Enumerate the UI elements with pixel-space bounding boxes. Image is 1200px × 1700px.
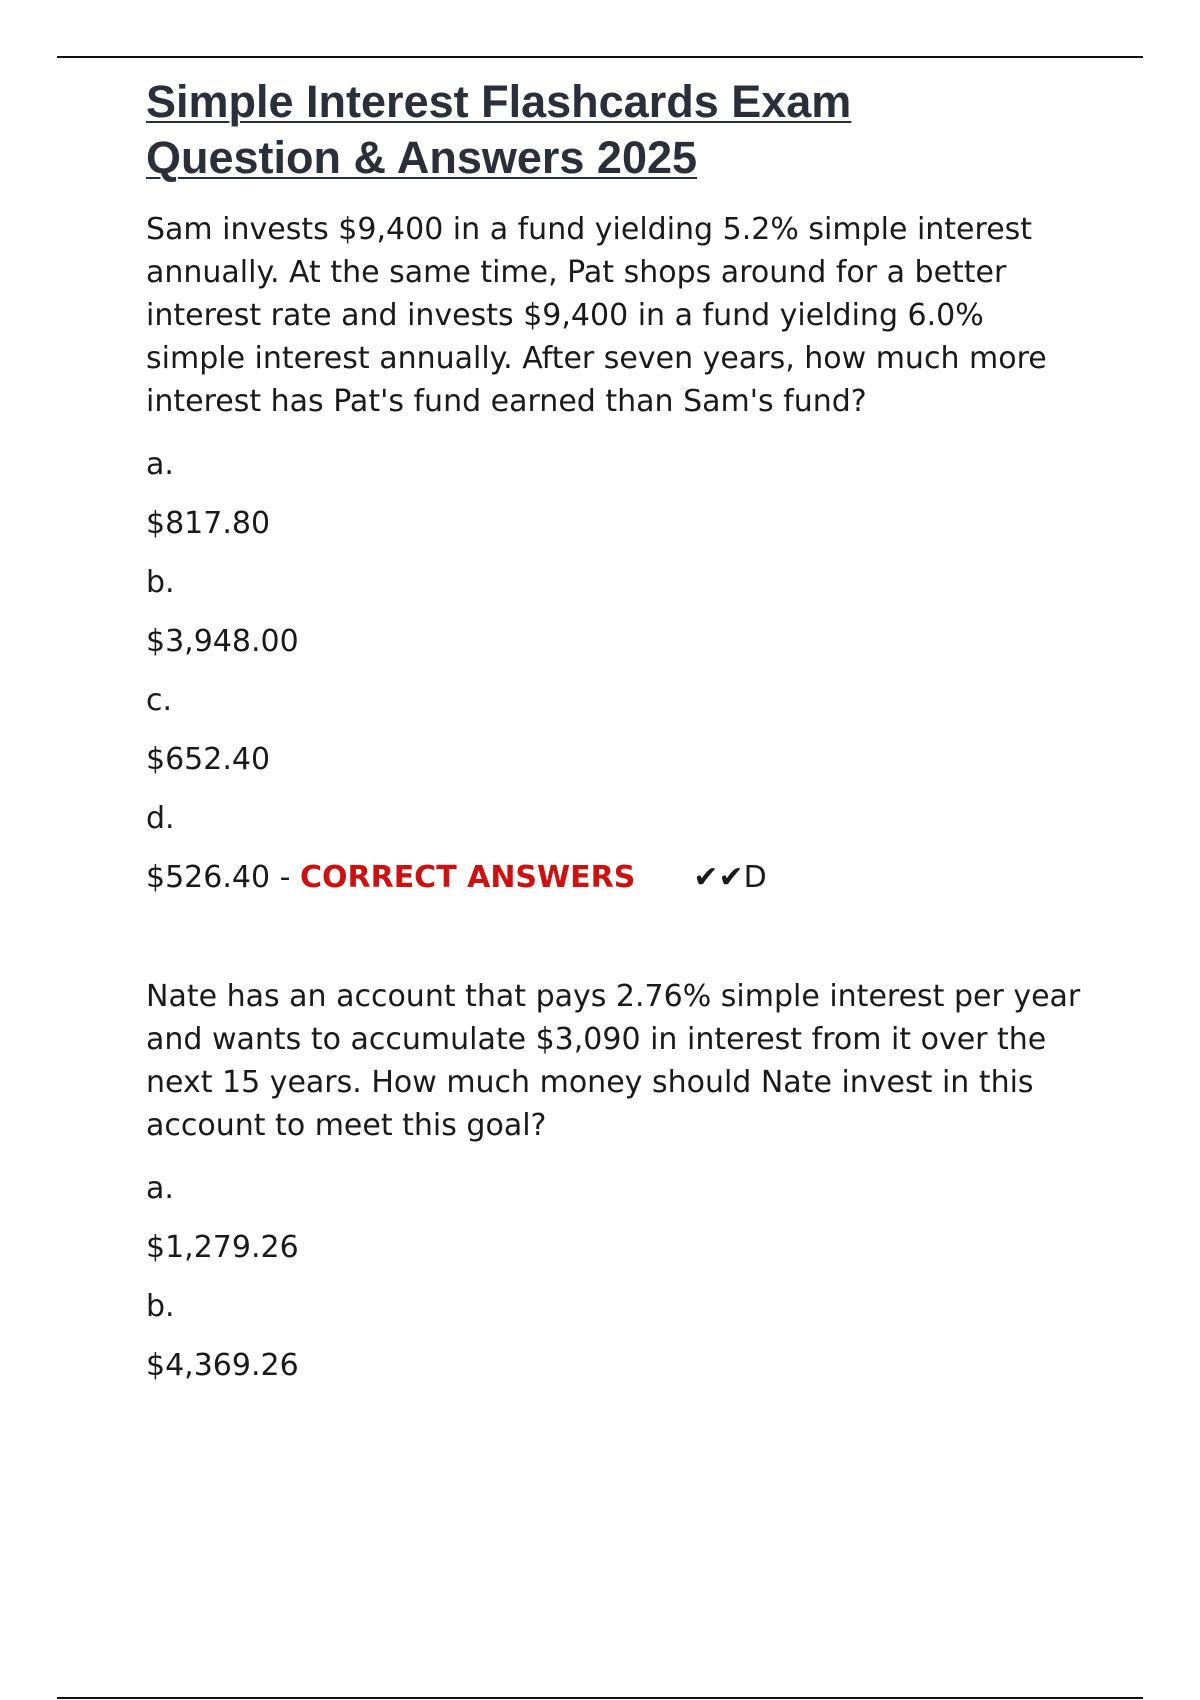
question-1-option-c-value: $652.40 [146,742,271,777]
document-title [146,74,1086,186]
question-1-option-b-letter: b. [146,565,175,600]
title-line-1: Simple Interest Flashcards Exam [146,76,852,127]
top-rule [57,56,1143,58]
question-1-option-d-value: $526.40 - [146,860,300,895]
question-1-text: Sam invests $9,400 in a fund yielding 5.2% simple interest annually. At the same time, Pat shops around for a better interest rate and invests $9,400 in a fund yielding 6.0% simple interest annually. After seven years, how much more interest has Pat's fund earned than Sam's fund? [146,212,1047,419]
question-2 [146,975,1086,1387]
checkmark-answer-marker: ✔✔D [693,860,767,895]
question-1-option-b-value: $3,948.00 [146,624,299,659]
question-2-option-a-value: $1,279.26 [146,1230,299,1265]
question-1-option-a-letter: a. [146,447,174,482]
question-1-option-a-value: $817.80 [146,506,271,541]
question-2-option-b-value: $4,369.26 [146,1348,299,1383]
question-2-text: Nate has an account that pays 2.76% simple interest per year and wants to accumulate $3,090 in interest from it over the next 15 years. How much money should Nate invest in this account to meet this goal? [146,979,1081,1143]
question-1-option-d-letter: d. [146,801,175,836]
question-2-option-a-letter: a. [146,1171,174,1206]
question-1 [146,208,1086,899]
question-1-option-c-letter: c. [146,683,173,718]
title-line-2: Question & Answers 2025 [146,132,698,183]
question-1-answer-line [146,856,1086,899]
correct-answers-label: CORRECT ANSWERS [299,860,636,895]
question-2-option-b-letter: b. [146,1289,175,1324]
document-body [146,74,1086,1403]
bottom-rule [57,1697,1143,1699]
question-spacer [146,915,1086,975]
